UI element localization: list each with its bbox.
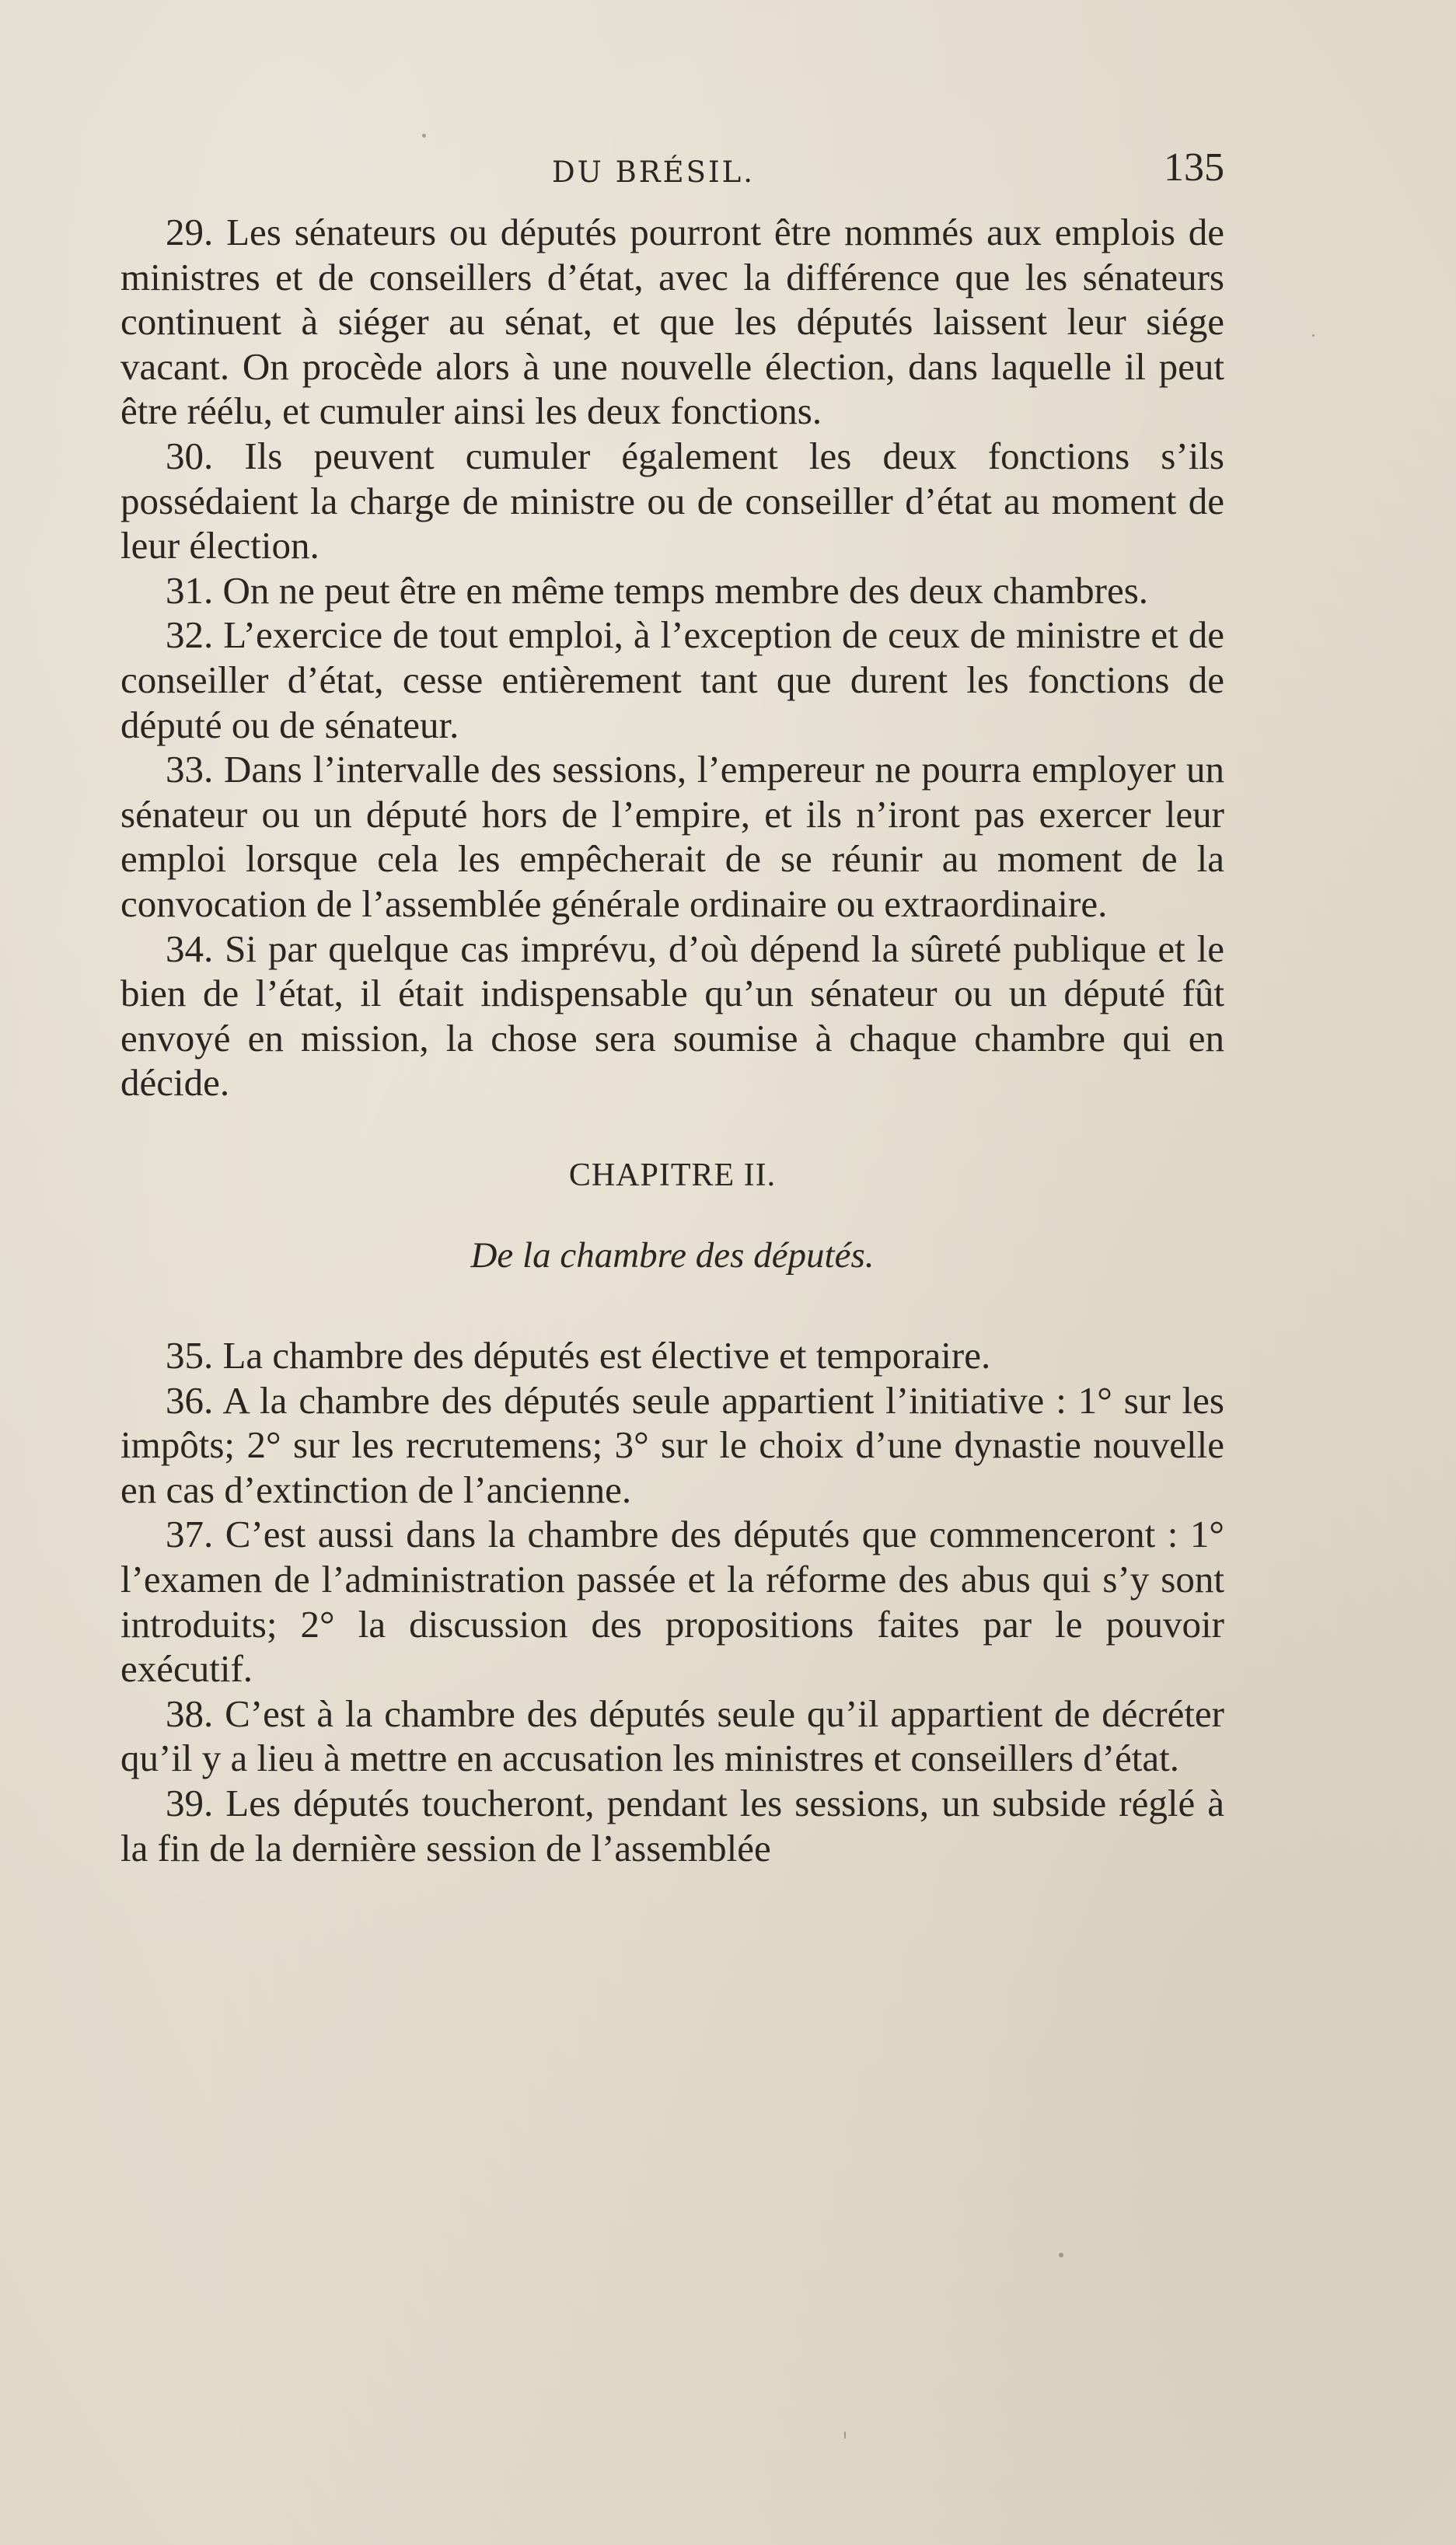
paper-speck [844,2432,846,2439]
page-number: 135 [1164,145,1224,190]
paragraph-article-37: 37. C’est aussi dans la chambre des députés que commenceront : 1° l’examen de l’administration passée et la réforme des abus qui s’y sont introduits; 2° la discussion des propositions faites par le pouvoir exécutif. [120,1513,1224,1691]
paragraph-article-33: 33. Dans l’intervalle des sessions, l’empereur ne pourra employer un sénateur ou un député hors de l’empire, et ils n’iront pas exercer leur emploi lorsque cela les empêcherait de se réunir au moment de la convocation de l’assemblée générale ordinaire ou extraordinaire. [120,748,1224,925]
paragraph-article-32: 32. L’exercice de tout emploi, à l’exception de ceux de ministre et de conseiller d’état, cesse entièrement tant que durent les fonctions de député ou de sénateur. [120,613,1224,746]
running-title: DU BRÉSIL. [552,155,755,189]
paragraph-article-34: 34. Si par quelque cas imprévu, d’où dépend la sûreté publique et le bien de l’état, il était indispensable qu’un sénateur ou un député fût envoyé en mission, la chose sera soumise à chaque chambre qui en décide. [120,927,1224,1105]
paragraph-article-29: 29. Les sénateurs ou députés pourront être nommés aux emplois de ministres et de conseillers d’état, avec la différence que les sénateurs continuent à siéger au sénat, et que les députés laissent leur siége vacant. On procède alors à une nouvelle élection, dans laquelle il peut être réélu, et cumuler ainsi les deux fonctions. [120,211,1224,433]
book-page [120,145,1224,1870]
chapter-title: CHAPITRE II. [568,1157,777,1193]
running-head [120,145,1224,210]
paragraph-article-36: 36. A la chambre des députés seule appartient l’initiative : 1° sur les impôts; 2° sur les recrutemens; 3° sur le choix d’une dynastie nouvelle en cas d’extinction de l’ancienne. [120,1378,1224,1511]
chapter-subtitle: De la chambre des députés. [470,1235,875,1276]
paper-speck [1059,2253,1063,2257]
paragraph-article-30: 30. Ils peuvent cumuler également les deux fonctions s’ils possédaient la charge de ministre ou de conseiller d’état au moment de leur élection. [120,434,1224,567]
paper-speck [1312,334,1315,337]
body-text [120,210,1224,1870]
paragraph-article-31: 31. On ne peut être en même temps membre des deux chambres. [166,568,1149,612]
paragraph-article-38: 38. C’est à la chambre des députés seule qu’il appartient de décréter qu’il y a lieu à mettre en accusation les ministres et conseillers d’état. [120,1691,1224,1780]
paragraph-article-39: 39. Les députés toucheront, pendant les sessions, un subside réglé à la fin de la dernière session de l’assemblée [120,1782,1224,1869]
paragraph-article-35: 35. La chambre des députés est élective et temporaire. [166,1334,991,1377]
paper-speck [422,134,426,138]
